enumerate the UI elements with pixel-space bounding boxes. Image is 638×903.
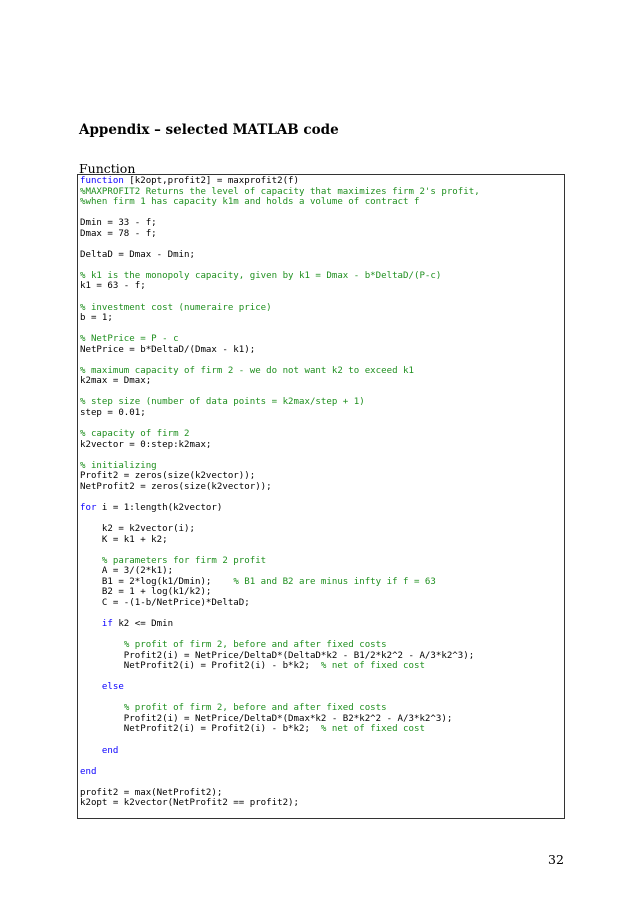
code-line xyxy=(80,345,564,356)
code-keyword: else xyxy=(101,682,124,693)
code-line xyxy=(80,208,564,219)
code-line xyxy=(80,598,564,609)
code-line xyxy=(80,714,564,725)
code-line xyxy=(80,503,564,514)
code-line xyxy=(80,260,564,271)
code-line xyxy=(80,798,564,809)
code-text: C = -(1-b/NetPrice)*DeltaD; xyxy=(80,597,250,608)
code-keyword: function xyxy=(80,176,124,186)
code-keyword: for xyxy=(80,502,97,513)
code-text: NetProfit2(i) = Profit2(i) - b*k2; xyxy=(80,661,321,672)
code-line xyxy=(80,619,564,630)
code-line xyxy=(80,767,564,778)
code-line xyxy=(80,672,564,683)
code-line xyxy=(80,281,564,292)
code-text: Dmax = 78 - f; xyxy=(80,228,157,239)
code-comment: % initializing xyxy=(80,460,157,471)
code-line xyxy=(80,587,564,598)
code-line xyxy=(80,355,564,366)
code-line xyxy=(80,703,564,714)
code-line xyxy=(80,514,564,525)
code-line xyxy=(80,239,564,250)
code-line xyxy=(80,535,564,546)
code-comment: %MAXPROFIT2 Returns the level of capacity that maximizes firm 2's profit, xyxy=(80,186,480,197)
code-line xyxy=(80,397,564,408)
code-line xyxy=(80,334,564,345)
code-line xyxy=(80,197,564,208)
code-line xyxy=(80,651,564,662)
code-comment: % maximum capacity of firm 2 - we do not want k2 to exceed k1 xyxy=(80,365,414,376)
code-line xyxy=(80,450,564,461)
code-line xyxy=(80,777,564,788)
code-comment: % NetPrice = P - c xyxy=(80,334,179,345)
code-line xyxy=(80,756,564,767)
code-comment: % k1 is the monopoly capacity, given by k1 = Dmax - b*DeltaD/(P-c) xyxy=(80,270,442,281)
code-line xyxy=(80,408,564,419)
code-line xyxy=(80,482,564,493)
code-comment: % investment cost (numeraire price) xyxy=(80,302,272,313)
code-line xyxy=(80,440,564,451)
code-line xyxy=(80,735,564,746)
code-text: A = 3/(2*k1); xyxy=(80,566,174,577)
code-text: profit2 = max(NetProfit2); xyxy=(80,787,223,798)
code-line xyxy=(80,746,564,757)
code-line xyxy=(80,556,564,567)
code-line xyxy=(80,429,564,440)
code-line xyxy=(80,387,564,398)
code-text: Profit2 = zeros(size(k2vector)); xyxy=(80,471,256,482)
code-text xyxy=(80,682,102,692)
code-comment: % net of fixed cost xyxy=(320,661,425,672)
code-text xyxy=(80,619,102,629)
code-text: k2opt = k2vector(NetProfit2 == profit2); xyxy=(80,798,299,809)
code-line xyxy=(80,324,564,335)
appendix-heading: Appendix – selected MATLAB code xyxy=(79,122,339,138)
code-keyword: end xyxy=(101,745,119,756)
code-text: K = k1 + k2; xyxy=(80,534,168,545)
code-line xyxy=(80,682,564,693)
code-line xyxy=(80,218,564,229)
code-text xyxy=(80,556,102,566)
code-comment: % parameters for firm 2 profit xyxy=(101,555,267,566)
code-line xyxy=(80,524,564,535)
code-line xyxy=(80,271,564,282)
code-line xyxy=(80,492,564,503)
code-text: k2 = k2vector(i); xyxy=(80,524,195,535)
code-text: NetPrice = b*DeltaD/(Dmax - k1); xyxy=(80,344,256,355)
code-comment: % B1 and B2 are minus infty if f = 63 xyxy=(233,576,436,587)
code-text: step = 0.01; xyxy=(80,408,146,419)
code-line xyxy=(80,419,564,430)
code-line xyxy=(80,303,564,314)
code-line xyxy=(80,366,564,377)
code-line xyxy=(80,724,564,735)
code-line xyxy=(80,229,564,240)
code-text: Profit2(i) = NetPrice/DeltaD*(DeltaD*k2 - B1/2*k2^2 - A/3*k2^3); xyxy=(80,650,475,661)
code-text: b = 1; xyxy=(80,313,113,324)
code-text: NetProfit2(i) = Profit2(i) - b*k2; xyxy=(80,724,321,735)
code-text xyxy=(80,640,124,650)
code-line xyxy=(80,630,564,641)
code-comment: % net of fixed cost xyxy=(320,724,425,735)
code-text: k2vector = 0:step:k2max; xyxy=(80,439,212,450)
code-text: k1 = 63 - f; xyxy=(80,281,146,292)
code-line xyxy=(80,693,564,704)
code-line xyxy=(80,608,564,619)
code-line xyxy=(80,187,564,198)
code-line xyxy=(80,471,564,482)
code-line xyxy=(80,376,564,387)
code-text xyxy=(80,703,124,713)
code-line xyxy=(80,292,564,303)
code-line xyxy=(80,577,564,588)
code-keyword: if xyxy=(101,618,113,629)
code-listing xyxy=(77,174,565,819)
code-line xyxy=(80,313,564,324)
code-comment: % capacity of firm 2 xyxy=(80,429,190,440)
code-comment: % profit of firm 2, before and after fixed costs xyxy=(123,640,387,651)
code-line xyxy=(80,788,564,799)
code-comment: % step size (number of data points = k2max/step + 1) xyxy=(80,397,365,408)
code-text: B1 = 2*log(k1/Dmin); xyxy=(80,576,234,587)
section-label: Function xyxy=(79,161,136,176)
code-line xyxy=(80,661,564,672)
code-text xyxy=(80,746,102,756)
code-line xyxy=(80,176,564,187)
code-text: Profit2(i) = NetPrice/DeltaD*(Dmax*k2 - B2*k2^2 - A/3*k2^3); xyxy=(80,713,453,724)
code-text: [k2opt,profit2] = maxprofit2(f) xyxy=(123,176,300,186)
code-text: B2 = 1 + log(k1/k2); xyxy=(80,587,212,598)
code-text: NetProfit2 = zeros(size(k2vector)); xyxy=(80,481,272,492)
code-text: k2max = Dmax; xyxy=(80,376,152,387)
code-keyword: end xyxy=(80,766,97,777)
code-comment: % profit of firm 2, before and after fixed costs xyxy=(123,703,387,714)
code-text: i = 1:length(k2vector) xyxy=(96,502,223,513)
code-text: k2 <= Dmin xyxy=(112,618,174,629)
code-comment: %when firm 1 has capacity k1m and holds a volume of contract f xyxy=(80,197,420,208)
code-line xyxy=(80,250,564,261)
code-text: DeltaD = Dmax - Dmin; xyxy=(80,249,195,260)
code-line xyxy=(80,461,564,472)
code-line xyxy=(80,566,564,577)
code-line xyxy=(80,640,564,651)
page-number: 32 xyxy=(548,852,564,867)
code-text: Dmin = 33 - f; xyxy=(80,218,157,229)
code-line xyxy=(80,545,564,556)
